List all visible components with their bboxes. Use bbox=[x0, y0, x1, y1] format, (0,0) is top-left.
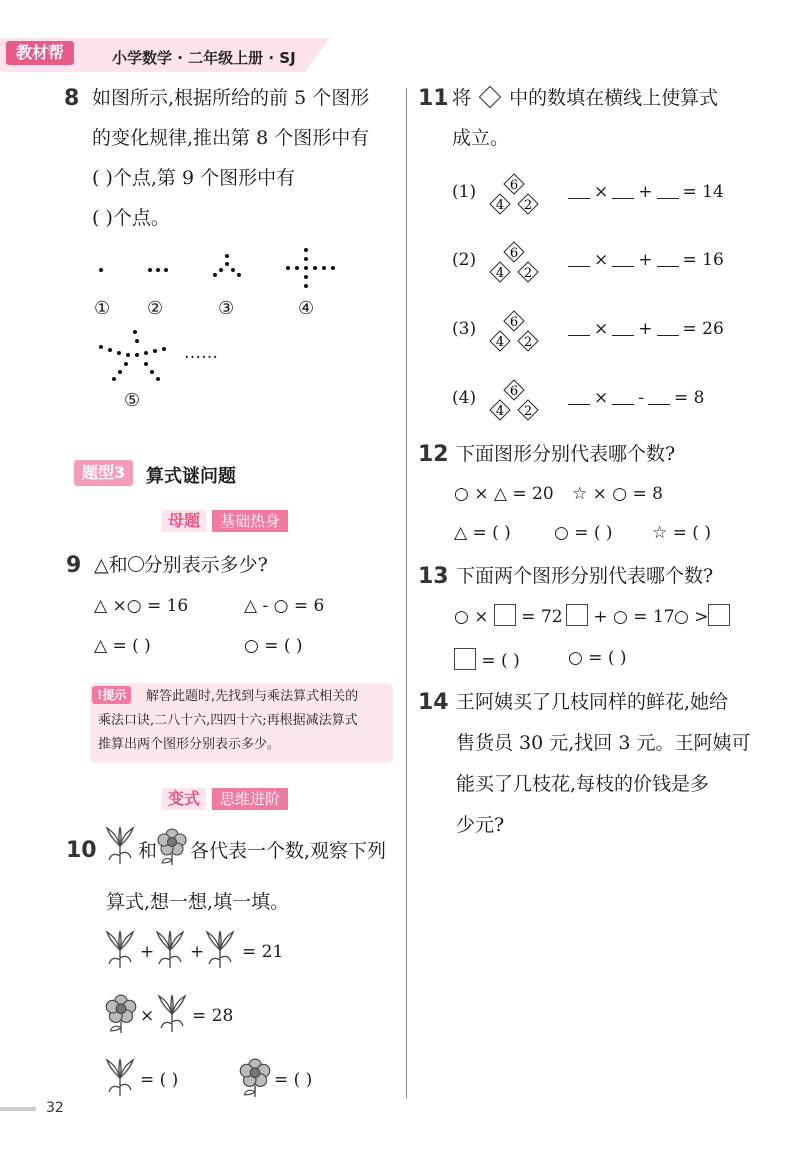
row-label: (2) bbox=[452, 250, 477, 270]
blank[interactable] bbox=[657, 266, 679, 267]
diamond-num: 4 bbox=[495, 266, 505, 281]
q8-line-4: ( )个点。 bbox=[92, 207, 170, 229]
diamond-num: 2 bbox=[523, 335, 533, 350]
blank[interactable] bbox=[612, 335, 634, 336]
hint-line-1: 解答此题时,先找到与乘法算式相关的 bbox=[146, 689, 359, 704]
hint-line-3: 推算出两个图形分别表示多少。 bbox=[98, 737, 281, 752]
row-label: (4) bbox=[452, 388, 477, 408]
plus-sign: + bbox=[140, 942, 155, 962]
q12-eq-2: ☆ × ○ = 8 bbox=[572, 484, 663, 504]
q8-line-1: 如图所示,根据所给的前 5 个图形 bbox=[92, 87, 370, 109]
brand-badge: 教材帮 bbox=[6, 41, 74, 65]
q10-answer-2: = ( ) bbox=[274, 1070, 313, 1090]
blank[interactable] bbox=[657, 335, 679, 336]
diamond-num: 6 bbox=[509, 315, 519, 330]
diamond-icon bbox=[479, 86, 502, 109]
q9-prompt-b: 分别表示多少? bbox=[143, 554, 268, 576]
row-label: (1) bbox=[452, 182, 477, 202]
lily-icon bbox=[204, 930, 236, 970]
q14-line-1: 王阿姨买了几枝同样的鲜花,她给 bbox=[456, 691, 729, 713]
blank[interactable] bbox=[657, 198, 679, 199]
section-title: 算式谜问题 bbox=[146, 466, 236, 487]
diamond-num: 2 bbox=[523, 404, 533, 419]
figure-label-1: ① bbox=[94, 298, 111, 319]
q14-line-2: 售货员 30 元,找回 3 元。王阿姨可 bbox=[456, 732, 751, 754]
blank[interactable] bbox=[648, 404, 670, 405]
base-subtitle: 基础热身 bbox=[212, 510, 288, 532]
blank[interactable] bbox=[612, 404, 634, 405]
q11-line-1b: 中的数填在横线上使算式 bbox=[509, 87, 719, 109]
q13-eq-2: + ○ = 17 bbox=[566, 604, 675, 627]
diamond-num: 4 bbox=[495, 198, 505, 213]
q13-text: 下面两个图形分别代表哪个数? bbox=[456, 565, 714, 587]
q13-eq-1: ○ × = 72 bbox=[454, 604, 563, 627]
diamond-num: 6 bbox=[509, 178, 519, 193]
lily-icon bbox=[104, 826, 136, 866]
q13-eq-3: ○ > bbox=[674, 604, 730, 627]
blank[interactable] bbox=[568, 404, 590, 405]
figure-label-3: ③ bbox=[218, 298, 235, 319]
diamond-num: 4 bbox=[495, 404, 505, 419]
hint-line-2: 乘法口诀,二八十六,四四十六;再根据减法算式 bbox=[98, 713, 358, 728]
q11-line-1a: 将 bbox=[452, 87, 472, 109]
q14-line-4: 少元? bbox=[456, 814, 505, 836]
q12-eq-1: ○ × △ = 20 bbox=[454, 484, 554, 504]
question-number-10: 10 bbox=[66, 838, 97, 863]
q11-row-3 bbox=[452, 309, 752, 359]
diamond-num: 6 bbox=[509, 384, 519, 399]
blank[interactable] bbox=[568, 198, 590, 199]
diamond-group-icon bbox=[486, 378, 542, 428]
variant-subtitle: 思维进阶 bbox=[212, 788, 288, 810]
lily-icon bbox=[156, 994, 188, 1034]
q9-eq-1: △ ×○ = 16 bbox=[94, 596, 189, 616]
q12-answer-2: ○ = ( ) bbox=[554, 523, 613, 543]
hint-label: !提示 bbox=[92, 686, 131, 704]
diamond-group-icon bbox=[486, 309, 542, 359]
q8-line-2: 的变化规律,推出第 8 个图形中有 bbox=[92, 127, 370, 149]
footer-rule bbox=[0, 1107, 36, 1111]
q12-answer-3: ☆ = ( ) bbox=[652, 523, 711, 543]
blank[interactable] bbox=[612, 198, 634, 199]
variant-tag: 变式 bbox=[162, 788, 206, 810]
equation: × + = 26 bbox=[564, 319, 724, 339]
question-number-9: 9 bbox=[66, 553, 82, 578]
q11-row-1 bbox=[452, 172, 752, 222]
question-number-14: 14 bbox=[418, 690, 449, 715]
q9-answer-2: ○ = ( ) bbox=[244, 636, 303, 656]
q12-text: 下面图形分别代表哪个数? bbox=[456, 443, 676, 465]
diamond-num: 4 bbox=[495, 335, 505, 350]
circle-icon bbox=[128, 556, 144, 572]
q11-line-2: 成立。 bbox=[452, 127, 510, 149]
plus-sign: + bbox=[190, 942, 205, 962]
book-title: 小学数学 · 二年级上册 · SJ bbox=[112, 49, 296, 67]
q11-row-2 bbox=[452, 240, 752, 290]
q9-prompt-a: △和 bbox=[94, 554, 128, 576]
base-tag: 母题 bbox=[162, 510, 206, 532]
q11-line-1 bbox=[452, 84, 718, 112]
equation: × - = 8 bbox=[564, 388, 704, 408]
row-label: (3) bbox=[452, 319, 477, 339]
q10-eq1-result: = 21 bbox=[242, 942, 284, 962]
lily-icon bbox=[154, 930, 186, 970]
q10-line-2: 算式,想一想,填一填。 bbox=[106, 891, 290, 913]
question-number-12: 12 bbox=[418, 442, 449, 467]
flower-icon bbox=[238, 1058, 272, 1098]
q9-prompt bbox=[94, 551, 268, 579]
section-tag: 题型3 bbox=[74, 460, 133, 486]
flower-icon bbox=[156, 828, 188, 866]
blank[interactable] bbox=[568, 266, 590, 267]
diamond-group-icon bbox=[486, 240, 542, 290]
q8-line-3: ( )个点,第 9 个图形中有 bbox=[92, 167, 296, 189]
question-number-11: 11 bbox=[418, 86, 449, 111]
equation: × + = 16 bbox=[564, 250, 724, 270]
q10-text-rest: 各代表一个数,观察下列 bbox=[190, 840, 387, 862]
q9-eq-2: △ - ○ = 6 bbox=[244, 596, 325, 616]
flower-icon bbox=[104, 994, 138, 1034]
q13-answer-1: = ( ) bbox=[454, 648, 520, 671]
q8-ellipsis: …… bbox=[184, 343, 218, 363]
q10-answer-1: = ( ) bbox=[140, 1070, 179, 1090]
square-icon bbox=[566, 604, 588, 626]
equation: × + = 14 bbox=[564, 182, 724, 202]
diamond-num: 2 bbox=[523, 198, 533, 213]
lily-icon bbox=[104, 1058, 136, 1098]
page-number: 32 bbox=[46, 1100, 64, 1116]
q14-line-3: 能买了几枝花,每枝的价钱是多 bbox=[456, 773, 710, 795]
question-number-8: 8 bbox=[64, 86, 80, 111]
diamond-num: 2 bbox=[523, 266, 533, 281]
question-number-13: 13 bbox=[418, 564, 449, 589]
q11-row-4 bbox=[452, 378, 752, 428]
blank[interactable] bbox=[568, 335, 590, 336]
times-sign: × bbox=[140, 1006, 155, 1026]
figure-label-2: ② bbox=[147, 298, 164, 319]
q10-eq2-result: = 28 bbox=[192, 1006, 234, 1026]
diamond-num: 6 bbox=[509, 246, 519, 261]
q13-answer-2: ○ = ( ) bbox=[568, 648, 627, 668]
square-icon bbox=[454, 648, 476, 670]
square-icon bbox=[494, 604, 516, 626]
square-icon bbox=[708, 604, 730, 626]
figure-label-4: ④ bbox=[298, 298, 315, 319]
lily-icon bbox=[104, 930, 136, 970]
diamond-group-icon bbox=[486, 172, 542, 222]
q10-and: 和 bbox=[138, 840, 158, 862]
figure-label-5: ⑤ bbox=[124, 390, 141, 411]
q9-answer-1: △ = ( ) bbox=[94, 636, 151, 656]
q12-answer-1: △ = ( ) bbox=[454, 523, 511, 543]
blank[interactable] bbox=[612, 266, 634, 267]
column-divider bbox=[406, 88, 407, 1098]
